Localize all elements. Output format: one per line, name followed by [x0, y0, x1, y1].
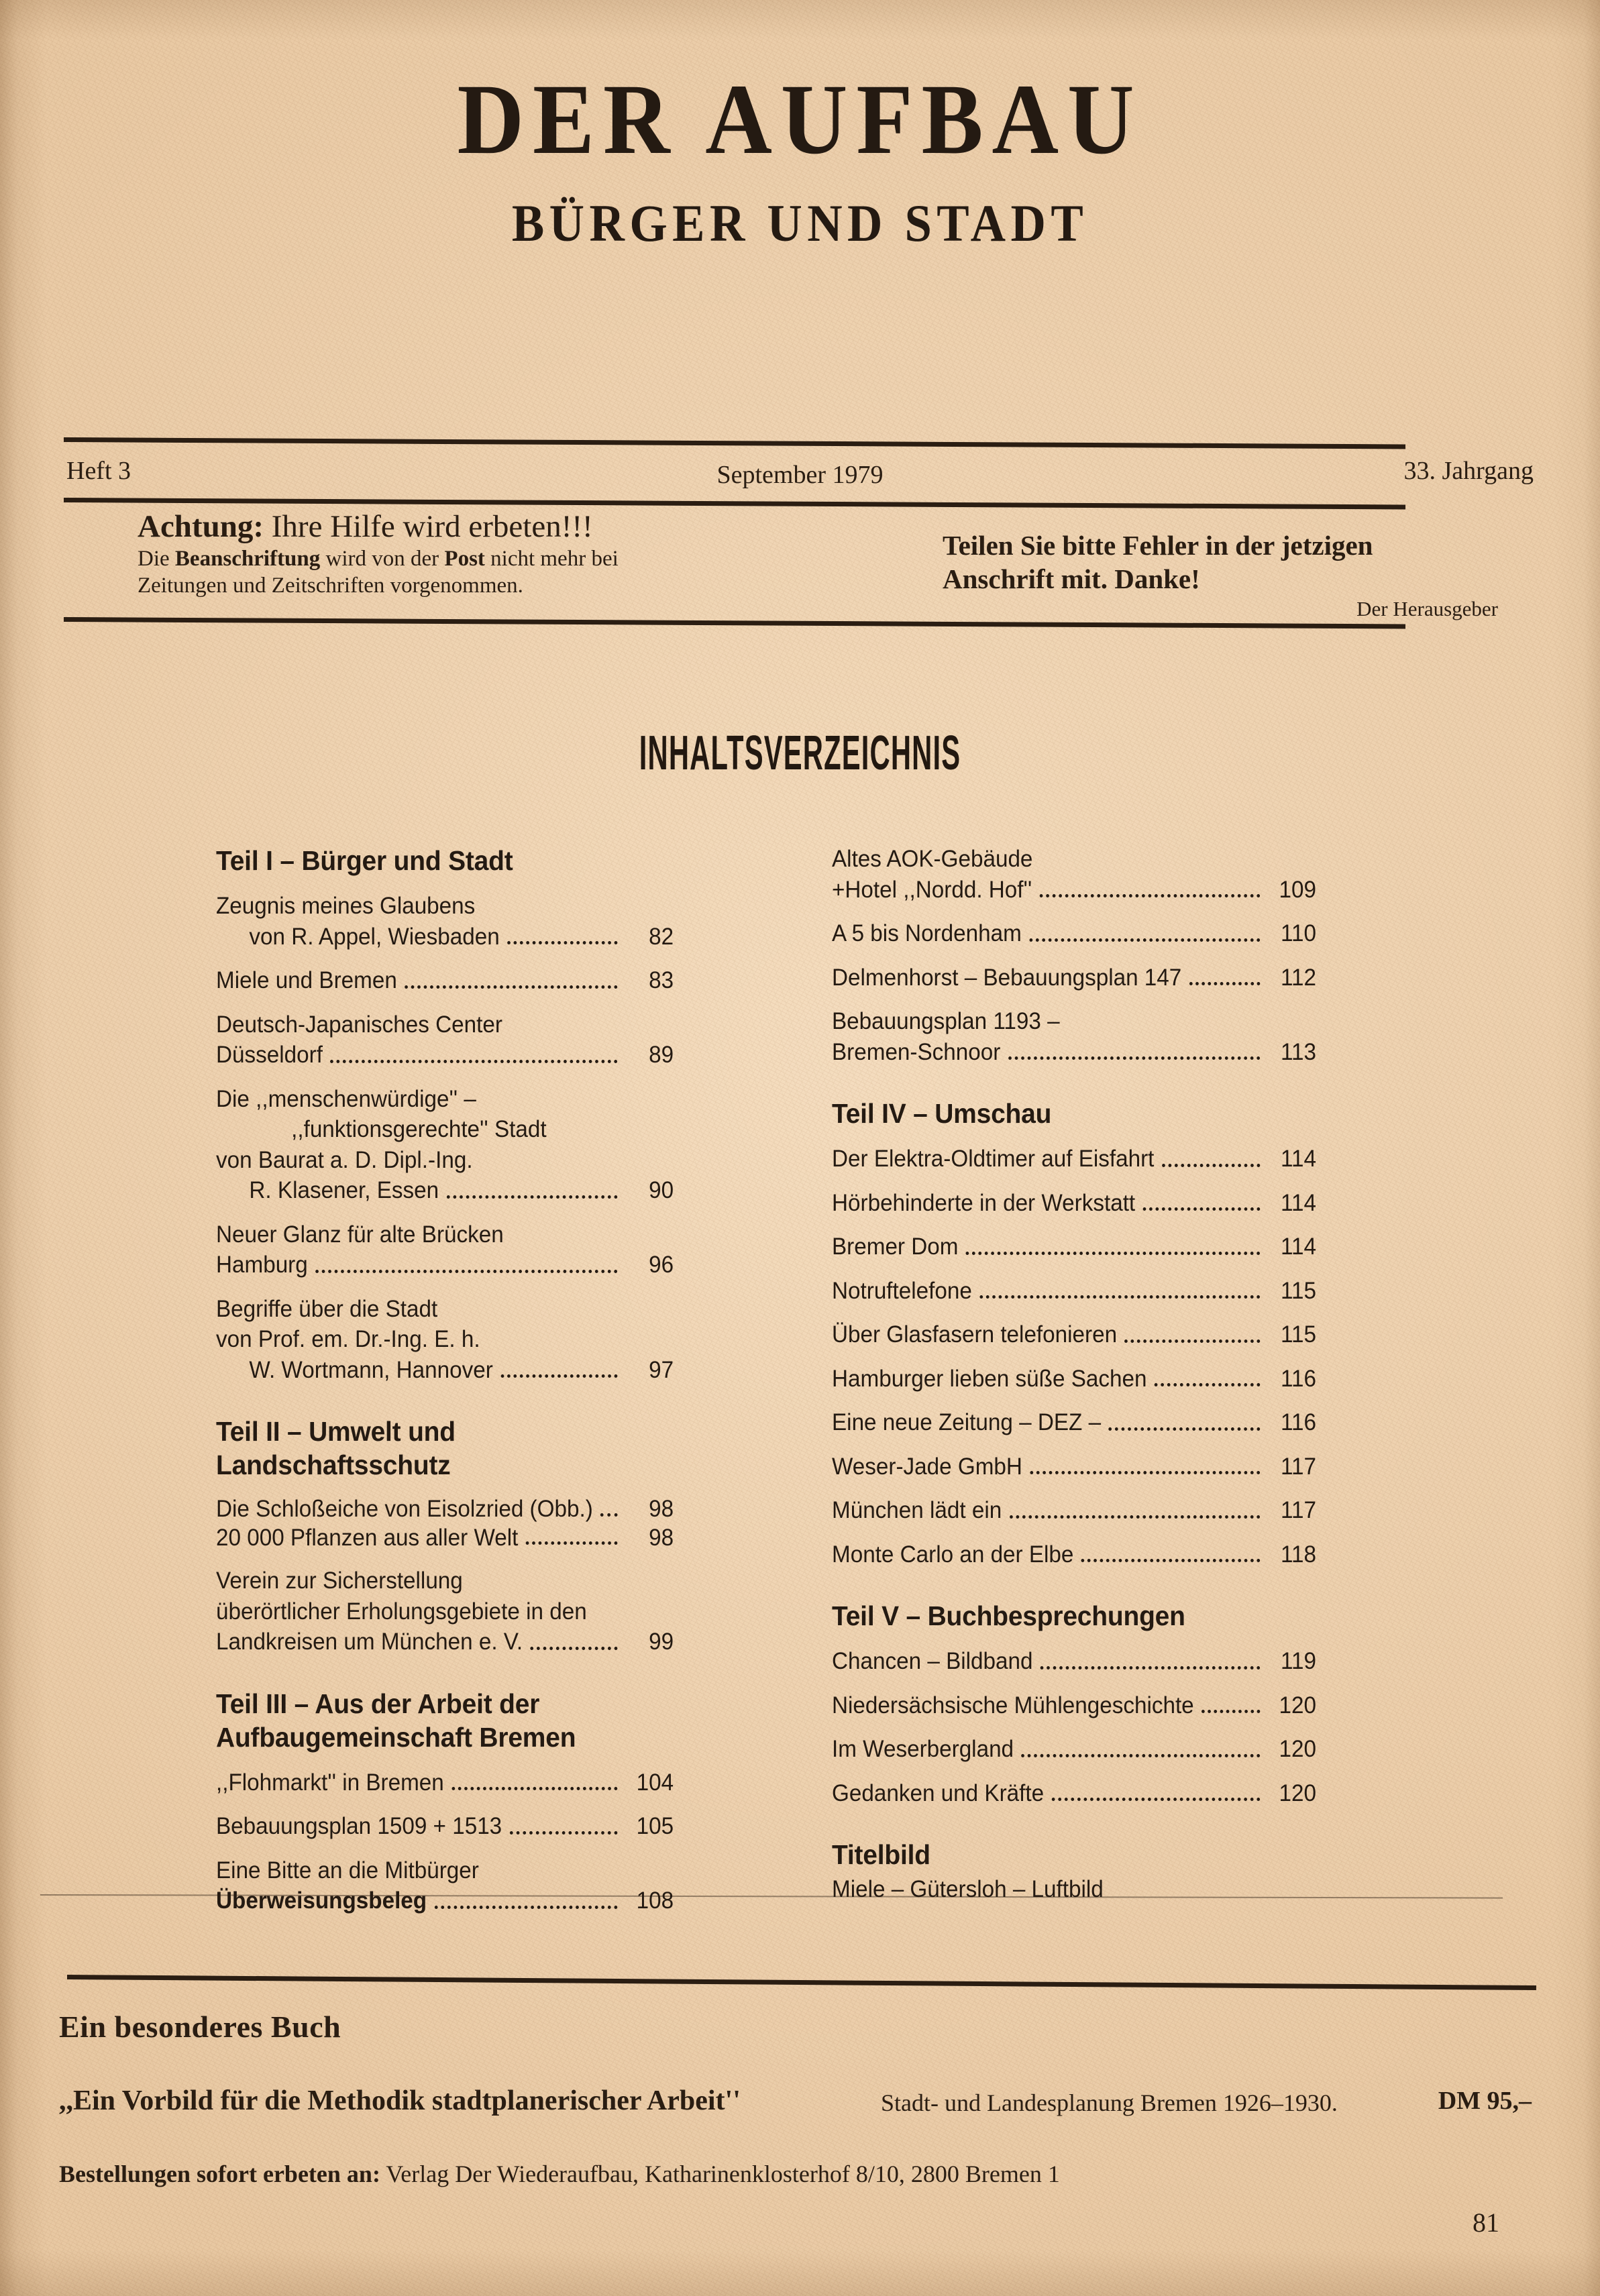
toc-entry-line [832, 1690, 1316, 1721]
toc-dot-leader [531, 1647, 618, 1650]
toc-entry-title: +Hotel ,,Nordd. Hof'' [832, 876, 1032, 903]
toc-heading: INHALTSVERZEICHNIS [639, 726, 961, 780]
toc-page-number: 99 [649, 1629, 674, 1655]
toc-dot-leader [1041, 1666, 1261, 1670]
notice-body-p2: wird von der [320, 546, 445, 571]
toc-entry-line [832, 1539, 1316, 1570]
issue-line [64, 451, 1536, 492]
notice-right-line1: Teilen Sie bitte Fehler in der jetzigen [943, 530, 1373, 561]
toc-dot-leader [966, 1252, 1261, 1255]
toc-entry-title: W. Wortmann, Hannover [249, 1356, 493, 1383]
toc-page-number: 105 [636, 1813, 674, 1840]
toc-entry-title: Düsseldorf [216, 1042, 323, 1069]
toc-entry-title: von Baurat a. D. Dipl.-Ing. [216, 1146, 473, 1173]
toc-entry-title: Die ,,menschenwürdige'' – [216, 1085, 476, 1112]
notice-headline-bold: Achtung: [138, 509, 264, 544]
toc-entry-line [832, 1364, 1316, 1395]
notice-body-bold1: Beanschriftung [174, 546, 321, 571]
notice-body [138, 545, 741, 600]
toc-dot-leader [1124, 1340, 1260, 1343]
toc-page-number: 115 [1280, 1277, 1316, 1304]
toc-entry-line [216, 1355, 674, 1386]
toc-entry-line [832, 1778, 1316, 1809]
toc-dot-leader [1202, 1710, 1260, 1713]
toc-dot-leader [1008, 1056, 1261, 1060]
toc-entry-title: Hamburg [216, 1252, 308, 1278]
toc-entry-title: München lädt ein [832, 1497, 1002, 1524]
toc-page-number: 112 [1280, 964, 1316, 991]
toc-entry-line [216, 1885, 674, 1916]
toc-page-number: 117 [1280, 1497, 1316, 1524]
toc-dot-leader [1010, 1515, 1261, 1519]
toc-entry[interactable] [216, 1855, 698, 1916]
toc-entry-line [832, 1452, 1316, 1482]
toc-entry[interactable] [832, 1495, 1342, 1526]
advert-title-row [59, 2085, 1541, 2121]
toc-entry-line [832, 1144, 1316, 1174]
toc-dot-leader [1162, 1164, 1261, 1167]
issue-volume: 33. Jahrgang [1403, 457, 1534, 485]
toc-dot-leader [1143, 1207, 1261, 1211]
toc-dot-leader [600, 1513, 617, 1517]
toc-part-heading [832, 1097, 1316, 1130]
advert-heading: Ein besonderes Buch [59, 2010, 341, 2044]
toc-page-number: 82 [649, 923, 674, 950]
notice-block [64, 509, 1536, 621]
toc-dot-leader [526, 1541, 618, 1545]
toc-entry[interactable] [216, 1495, 698, 1552]
toc-entry-title: überörtlicher Erholungsgebiete in den [216, 1598, 587, 1625]
toc-page-number: 120 [1279, 1736, 1316, 1763]
issue-date: September 1979 [716, 461, 884, 489]
toc-entry-line [832, 1276, 1316, 1307]
toc-entry-line [216, 1009, 674, 1040]
toc-dot-leader [315, 1270, 617, 1273]
toc-page-number: 108 [636, 1888, 674, 1914]
toc-entry[interactable] [832, 1364, 1342, 1395]
toc-entry-line [216, 1495, 674, 1524]
toc-entry[interactable] [832, 1006, 1342, 1067]
toc-entry-line [216, 1114, 674, 1145]
toc-entry-line [832, 963, 1316, 993]
toc-entry-title: ,,funktionsgerechte'' Stadt [291, 1116, 547, 1143]
toc-page-number: 96 [649, 1252, 674, 1278]
toc-entry-title: von R. Appel, Wiesbaden [249, 923, 500, 950]
toc-dot-leader [405, 985, 617, 989]
toc-entry-line [832, 1646, 1316, 1677]
toc-page-number: 89 [649, 1042, 674, 1069]
advert-order-label: Bestellungen sofort erbeten an: [59, 2161, 380, 2187]
toc-entry-title: Über Glasfasern telefonieren [832, 1321, 1118, 1348]
toc-entry-line [216, 1084, 674, 1115]
toc-entry[interactable] [832, 1407, 1342, 1438]
toc-entry-title: Der Elektra-Oldtimer auf Eisfahrt [832, 1146, 1155, 1172]
toc-entry-title: Gedanken und Kräfte [832, 1780, 1045, 1806]
toc-entry-title: ,,Flohmarkt'' in Bremen [216, 1769, 444, 1796]
toc-entry[interactable] [216, 891, 698, 952]
toc-part-heading-line: Teil I – Bürger und Stadt [216, 845, 513, 876]
toc-part-heading-line: Landschaftsschutz [216, 1450, 451, 1481]
toc-page-number: 83 [649, 967, 674, 994]
toc-page-number: 119 [1280, 1648, 1316, 1675]
toc-entry[interactable] [832, 1646, 1342, 1677]
toc-entry[interactable] [216, 1009, 698, 1071]
toc-entry-title: Bremer Dom [832, 1234, 959, 1260]
toc-page-number: 110 [1280, 920, 1316, 946]
toc-page-number: 120 [1279, 1692, 1316, 1718]
toc-entry-title: Miele – Gütersloh – Luftbild [832, 1876, 1104, 1903]
toc-entry[interactable] [216, 1566, 698, 1657]
toc-dot-leader [435, 1906, 618, 1909]
toc-page-number: 120 [1279, 1780, 1316, 1806]
toc-entry[interactable] [832, 1188, 1342, 1219]
toc-entry-line [216, 1175, 674, 1206]
toc-entry-line [832, 1037, 1316, 1068]
toc-entry-title: Hörbehinderte in der Werkstatt [832, 1189, 1136, 1216]
toc-entry-title: Landkreisen um München e. V. [216, 1629, 523, 1655]
toc-entry-line [216, 1145, 674, 1176]
toc-entry-line [216, 1040, 674, 1071]
page-subtitle: BÜRGER UND STADT [511, 194, 1089, 252]
toc-entry-title: Miele und Bremen [216, 967, 397, 994]
toc-dot-leader [1081, 1559, 1261, 1562]
notice-right-line2: Anschrift mit. Danke! [943, 563, 1200, 595]
toc-entry-line [832, 1232, 1316, 1262]
toc-entry[interactable] [832, 1319, 1342, 1350]
toc-dot-leader [979, 1295, 1260, 1299]
toc-entry-title: Chancen – Bildband [832, 1648, 1033, 1675]
toc-part-heading-line: Teil II – Umwelt und [216, 1416, 456, 1447]
toc-entry-line [216, 1566, 674, 1596]
toc-dot-leader [330, 1060, 617, 1063]
toc-entry-title: Im Weserbergland [832, 1736, 1014, 1763]
toc-entry-title: Eine Bitte an die Mitbürger [216, 1857, 479, 1883]
toc-entry[interactable] [832, 963, 1342, 993]
toc-entry[interactable] [216, 965, 698, 996]
toc-entry-title: A 5 bis Nordenham [832, 920, 1022, 946]
toc-dot-leader [451, 1787, 617, 1790]
toc-dot-leader [1155, 1383, 1261, 1386]
toc-entry-line [832, 918, 1316, 949]
advert-price: DM 95,– [1438, 2087, 1532, 2115]
toc-entry-title: Neuer Glanz für alte Brücken [216, 1221, 504, 1248]
toc-entry-title: Deutsch-Japanisches Center [216, 1011, 502, 1038]
toc-entry-title: Eine neue Zeitung – DEZ – [832, 1409, 1102, 1436]
toc-page-number: 109 [1279, 876, 1316, 903]
toc-page-number: 114 [1280, 1234, 1316, 1260]
toc-entry-title: Bremen-Schnoor [832, 1038, 1001, 1065]
advert-title: ,,Ein Vorbild für die Methodik stadtplanerischer Arbeit'' [59, 2085, 741, 2116]
toc-page-number: 115 [1280, 1321, 1316, 1348]
toc-page-number: 90 [649, 1177, 674, 1204]
toc-entry-title: Überweisungsbeleg [216, 1888, 427, 1914]
toc-dot-leader [1030, 1471, 1260, 1474]
toc-entry-line [216, 1767, 674, 1798]
toc-part-heading-line: Teil IV – Umschau [832, 1098, 1052, 1129]
toc-entry-title: Notruftelefone [832, 1277, 972, 1304]
toc-dot-leader [500, 1374, 617, 1378]
toc-entry-line [216, 1596, 674, 1627]
toc-entry-title: Monte Carlo an der Elbe [832, 1541, 1074, 1568]
toc-dot-leader [447, 1195, 618, 1199]
notice-body-line2: Zeitungen und Zeitschriften vorgenommen. [138, 573, 523, 598]
toc-entry-title: Altes AOK-Gebäude [832, 846, 1033, 872]
toc-entry-title: Zeugnis meines Glaubens [216, 893, 476, 920]
toc-dot-leader [507, 941, 617, 944]
page-title: DER AUFBAU [457, 64, 1143, 175]
toc-entry[interactable] [832, 1690, 1342, 1721]
toc-part-heading [832, 1599, 1316, 1633]
notice-right [943, 529, 1533, 621]
toc-part-heading-line: Teil III – Aus der Arbeit der [216, 1688, 540, 1719]
toc-entry-title: Die Schloßeiche von Eisolzried (Obb.) [216, 1496, 593, 1523]
toc-entry-title: Hamburger lieben süße Sachen [832, 1365, 1147, 1392]
toc-page-number: 118 [1280, 1541, 1316, 1568]
toc-entry[interactable] [216, 1084, 698, 1206]
toc-entry-line [216, 1524, 674, 1553]
toc-entry[interactable] [832, 1778, 1342, 1809]
toc-dot-leader [1189, 982, 1261, 985]
toc-entry-line [216, 1219, 674, 1250]
notice-body-bold2: Post [444, 546, 485, 571]
toc-column-left [216, 844, 698, 1930]
toc-dot-leader [510, 1831, 618, 1835]
toc-page-number: 114 [1280, 1146, 1316, 1172]
toc-entry[interactable] [216, 1294, 698, 1386]
notice-headline-rest: Ihre Hilfe wird erbeten!!! [264, 509, 593, 544]
page-number: 81 [1473, 2207, 1499, 2238]
divider-rule-mid [64, 498, 1405, 509]
advert-order-address: Verlag Der Wiederaufbau, Katharinenklosterhof 8/10, 2800 Bremen 1 [380, 2161, 1060, 2187]
toc-entry-line [832, 1407, 1316, 1438]
toc-entry-title: Delmenhorst – Bebauungsplan 147 [832, 964, 1182, 991]
toc-page-number: 114 [1280, 1189, 1316, 1216]
toc-entry-line [832, 1874, 1316, 1905]
toc-entry[interactable] [216, 1219, 698, 1280]
toc-column-right [832, 844, 1342, 1918]
advert-subtitle: Stadt- und Landesplanung Bremen 1926–1930. [881, 2089, 1338, 2116]
toc-entry-title: Weser-Jade GmbH [832, 1453, 1022, 1480]
toc-entry-line [216, 922, 674, 952]
toc-entry-title: Niedersächsische Mühlengeschichte [832, 1692, 1194, 1718]
toc-part-heading [832, 1838, 1316, 1871]
toc-dot-leader [1109, 1427, 1261, 1431]
notice-headline [138, 510, 741, 544]
toc-entry[interactable] [832, 844, 1342, 905]
toc-entry-line [216, 1811, 674, 1842]
toc-page-number: 98 [649, 1524, 674, 1551]
toc-entry[interactable] [832, 1144, 1342, 1174]
toc-entry[interactable] [832, 1539, 1342, 1570]
toc-entry[interactable] [832, 918, 1342, 949]
toc-dot-leader [1052, 1798, 1261, 1801]
toc-entry[interactable] [832, 1452, 1342, 1482]
toc-dot-leader [1029, 938, 1260, 942]
toc-entry[interactable] [216, 1811, 698, 1842]
toc-entry-title: Begriffe über die Stadt [216, 1295, 438, 1322]
divider-rule-top [64, 437, 1405, 449]
toc-entry[interactable] [216, 1767, 698, 1798]
toc-entry[interactable] [832, 1232, 1342, 1262]
toc-entry-line [216, 1294, 674, 1325]
toc-dot-leader [1021, 1754, 1260, 1757]
advert-block [59, 2009, 1541, 2188]
toc-entry[interactable] [832, 1734, 1342, 1765]
toc-entry-title: von Prof. em. Dr.-Ing. E. h. [216, 1326, 480, 1353]
toc-page-number: 98 [649, 1496, 674, 1523]
toc-entry-line [216, 1855, 674, 1886]
toc-page-number: 97 [649, 1356, 674, 1383]
toc-entry-line [832, 1188, 1316, 1219]
divider-rule-advert [67, 1975, 1536, 1990]
toc-entry-line [216, 1324, 674, 1355]
notice-body-p1: Die [138, 546, 175, 571]
toc-page-number: 104 [636, 1769, 674, 1796]
toc-entry-title: 20 000 Pflanzen aus aller Welt [216, 1524, 519, 1551]
toc-entry-title: Bebauungsplan 1509 + 1513 [216, 1813, 502, 1840]
toc-dot-leader [1040, 894, 1261, 897]
toc-page-number: 117 [1280, 1453, 1316, 1480]
toc-part-heading-line: Teil V – Buchbesprechungen [832, 1600, 1185, 1632]
toc-part-heading [216, 1415, 674, 1482]
toc-entry-line [832, 1006, 1316, 1037]
issue-number: Heft 3 [66, 457, 131, 485]
toc-entry-line [216, 1250, 674, 1280]
toc-entry[interactable] [832, 1874, 1342, 1905]
toc-entry-line [832, 1495, 1316, 1526]
toc-entry-title: Bebauungsplan 1193 – [832, 1008, 1060, 1034]
toc-entry-title: R. Klasener, Essen [249, 1177, 439, 1204]
toc-page-number: 116 [1280, 1365, 1316, 1392]
toc-part-heading-line: Aufbaugemeinschaft Bremen [216, 1721, 576, 1753]
toc-entry-line [216, 965, 674, 996]
toc-part-heading [216, 844, 674, 877]
notice-body-p3: nicht mehr bei [484, 546, 619, 571]
toc-entry-line [216, 1627, 674, 1657]
notice-signature: Der Herausgeber [1356, 597, 1498, 621]
toc-entry-line [832, 844, 1316, 875]
toc-entry-line [832, 1319, 1316, 1350]
toc-entry-line [832, 1734, 1316, 1765]
toc-entry-line [216, 891, 674, 922]
toc-entry-title: Verein zur Sicherstellung [216, 1568, 463, 1594]
toc-part-heading [216, 1687, 674, 1754]
advert-order-line [59, 2160, 1541, 2188]
toc-page-number: 113 [1280, 1038, 1316, 1065]
toc-part-heading-line: Titelbild [832, 1839, 930, 1871]
toc-entry-line [832, 875, 1316, 906]
toc-page-number: 116 [1280, 1409, 1316, 1436]
toc-entry[interactable] [832, 1276, 1342, 1307]
notice-left [138, 510, 741, 599]
